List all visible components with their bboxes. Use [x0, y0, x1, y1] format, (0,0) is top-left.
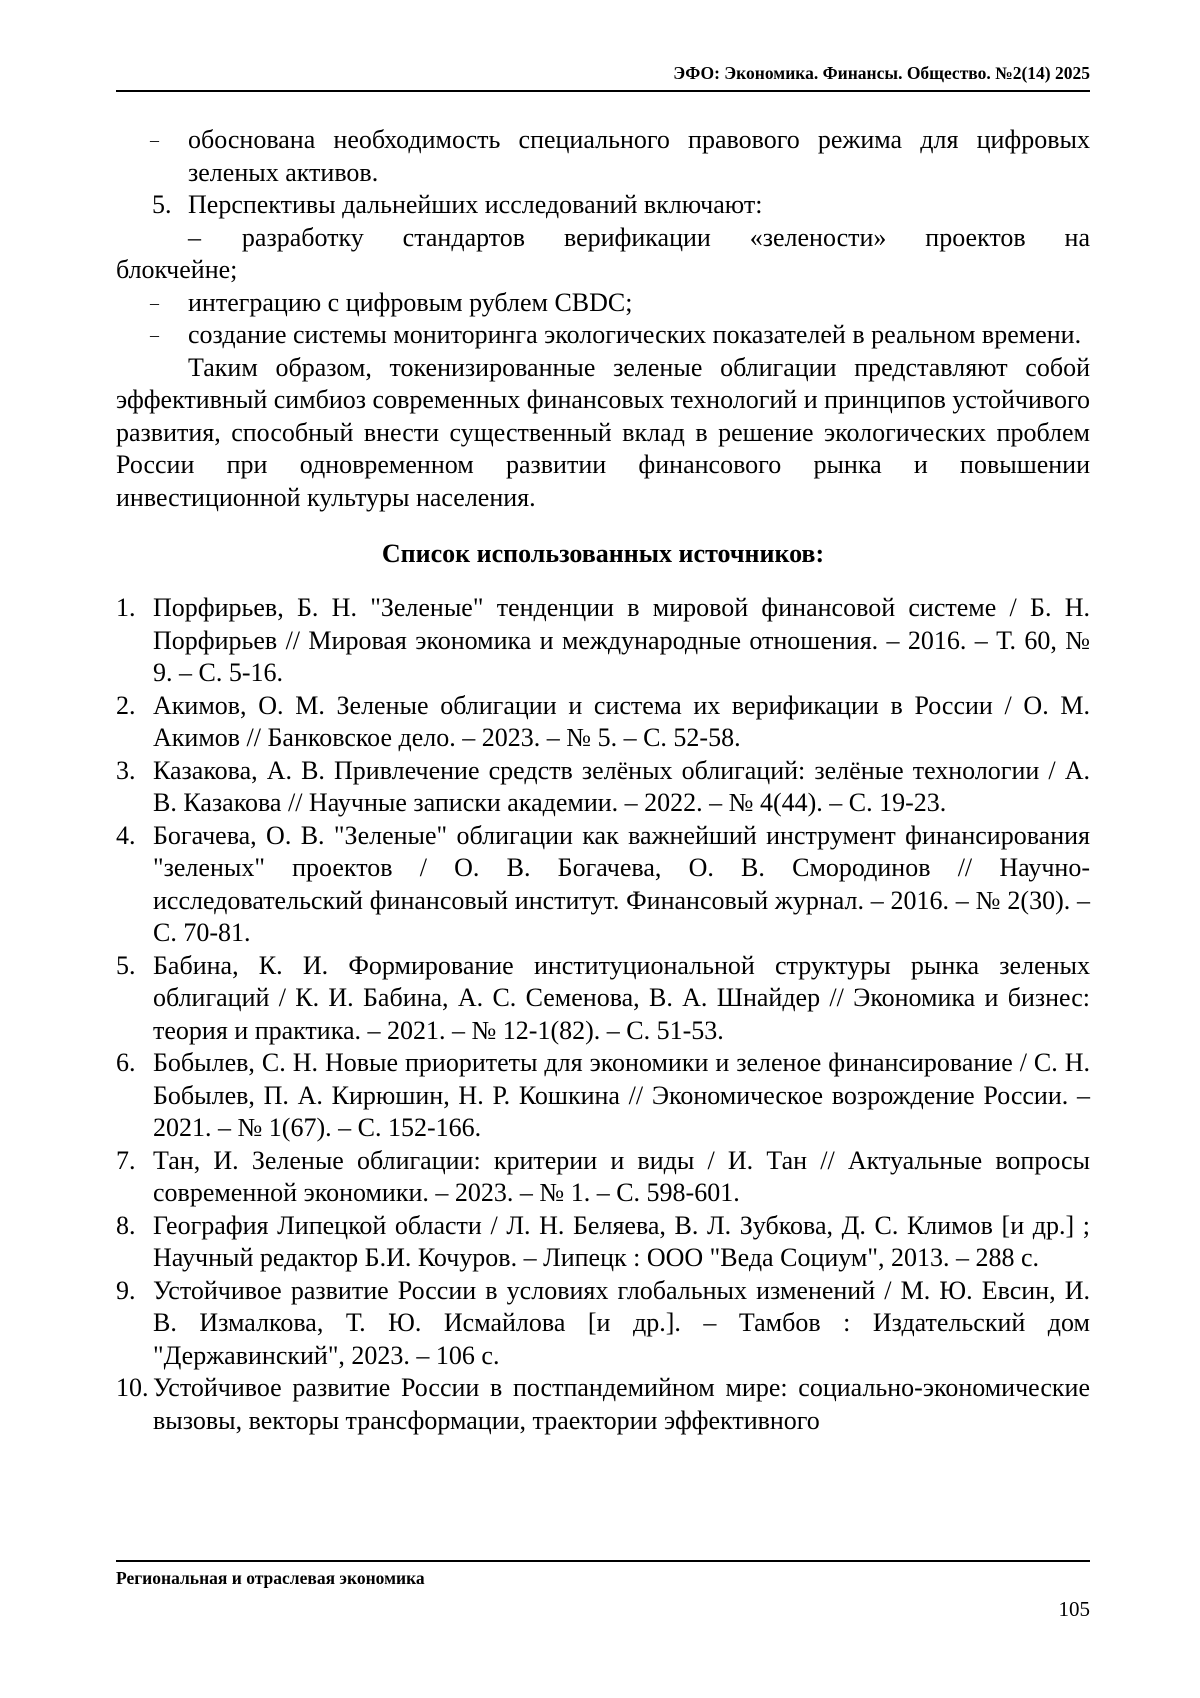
- reference-text: Бабина, К. И. Формирование институциональной структуры рынка зеленых облигаций / К. И. Бабина, А. С. Семенова, В. А. Шнайдер // Экономика и бизнес: теория и практика. – 2021. – № 12-1(82). – С. 51-53.: [153, 950, 1090, 1045]
- reference-number: 2.: [116, 690, 136, 720]
- reference-text: Богачева, О. В. "Зеленые" облигации как важнейший инструмент финансирования "зеленых" проектов / О. В. Богачева, О. В. Смородинов // Научно-исследовательский финансовый институт. Финансовый журнал. – 2016. – № 2(30). – С. 70-81.: [153, 820, 1090, 947]
- dash-marker: –: [188, 222, 201, 252]
- item-number: 5.: [152, 190, 172, 219]
- reference-number: 1.: [116, 593, 136, 622]
- bullet-text: интеграцию с цифровым рублем CBDC;: [188, 287, 633, 317]
- journal-title: ЭФО: Экономика. Финансы. Общество. №2(14) 2025: [673, 63, 1090, 83]
- main-text: [116, 124, 1090, 1437]
- section-title: Региональная и отраслевая экономика: [116, 1568, 425, 1588]
- reference-item: [116, 1372, 1090, 1437]
- reference-item: [116, 690, 1090, 755]
- reference-number: 10.: [116, 1373, 149, 1402]
- numbered-item: [116, 189, 1090, 222]
- reference-text: Устойчивое развитие России в постпандемийном мире: социально-экономические вызовы, векторы трансформации, траектории эффективного: [153, 1373, 1090, 1435]
- reference-item: [116, 1047, 1090, 1145]
- reference-number: 5.: [116, 950, 136, 980]
- reference-item: [116, 1210, 1090, 1275]
- dash-line: [116, 222, 1090, 255]
- reference-number: 9.: [116, 1275, 136, 1305]
- reference-item: [116, 820, 1090, 950]
- references-title: Список использованных источников:: [381, 539, 825, 568]
- reference-item: [116, 950, 1090, 1048]
- reference-item: [116, 1145, 1090, 1210]
- dash-marker: –: [150, 130, 159, 150]
- bullet-item: [116, 287, 1090, 320]
- reference-text: Устойчивое развитие России в условиях глобальных изменений / М. Ю. Евсин, И. В. Измалкова, Т. Ю. Исмайлова [и др.]. – Тамбов : Издательский дом "Державинский", 2023. – 106 с.: [153, 1275, 1090, 1370]
- page-number: 105: [1058, 1597, 1090, 1621]
- conclusion-paragraph: Таким образом, токенизированные зеленые облигации представляют собой эффективный симбиоз современных финансовых технологий и принципов устойчивого развития, способный внести существенный вклад в решение экологических проблем России при одновременном развитии финансового рынка и повышении инвестиционной культуры населения.: [116, 352, 1090, 512]
- bullet-text: создание системы мониторинга экологических показателей в реальном времени.: [188, 320, 1082, 349]
- dash-line-continuation: [116, 254, 1090, 287]
- reference-text: Порфирьев, Б. Н. "Зеленые" тенденции в мировой финансовой системе / Б. Н. Порфирьев // Мировая экономика и международные отношения. – 2016. – Т. 60, № 9. – С. 5-16.: [153, 593, 1090, 687]
- item-text: Перспективы дальнейших исследований включают:: [188, 190, 763, 219]
- reference-item: [116, 592, 1090, 690]
- running-header: [116, 62, 1090, 92]
- reference-number: 7.: [116, 1145, 136, 1175]
- bullet-item: [116, 319, 1090, 352]
- dash-marker: –: [150, 292, 159, 313]
- dash-line-text: разработку стандартов верификации «зелености» проектов на: [241, 222, 1091, 252]
- reference-text: Акимов, О. М. Зеленые облигации и система их верификации в России / О. М. Акимов // Банковское дело. – 2023. – № 5. – С. 52-58.: [153, 690, 1090, 752]
- dash-marker: –: [150, 325, 159, 345]
- reference-number: 4.: [116, 820, 136, 850]
- bullet-item: [116, 124, 1090, 189]
- reference-text: Казакова, А. В. Привлечение средств зелёных облигаций: зелёные технологии / А. В. Казакова // Научные записки академии. – 2022. – № 4(44). – С. 19-23.: [153, 755, 1090, 817]
- running-footer: [116, 1560, 1090, 1622]
- reference-number: 8.: [116, 1210, 136, 1240]
- continuation-text: блокчейне;: [116, 255, 238, 284]
- reference-text: География Липецкой области / Л. Н. Беляева, В. Л. Зубкова, Д. С. Климов [и др.] ; Научный редактор Б.И. Кочуров. – Липецк : ООО "Веда Социум", 2013. – 288 с.: [153, 1210, 1090, 1272]
- reference-text: Бобылев, С. Н. Новые приоритеты для экономики и зеленое финансирование / С. Н. Бобылев, П. А. Кирюшин, Н. Р. Кошкина // Экономическое возрождение России. – 2021. – № 1(67). – С. 152-166.: [153, 1048, 1090, 1142]
- reference-number: 3.: [116, 755, 136, 785]
- bullet-text: обоснована необходимость специального правового режима для цифровых зеленых активов.: [188, 125, 1090, 187]
- reference-text: Тан, И. Зеленые облигации: критерии и виды / И. Тан // Актуальные вопросы современной экономики. – 2023. – № 1. – С. 598-601.: [153, 1145, 1090, 1207]
- reference-item: [116, 755, 1090, 820]
- reference-number: 6.: [116, 1048, 136, 1077]
- references-list: [116, 592, 1090, 1437]
- reference-item: [116, 1275, 1090, 1373]
